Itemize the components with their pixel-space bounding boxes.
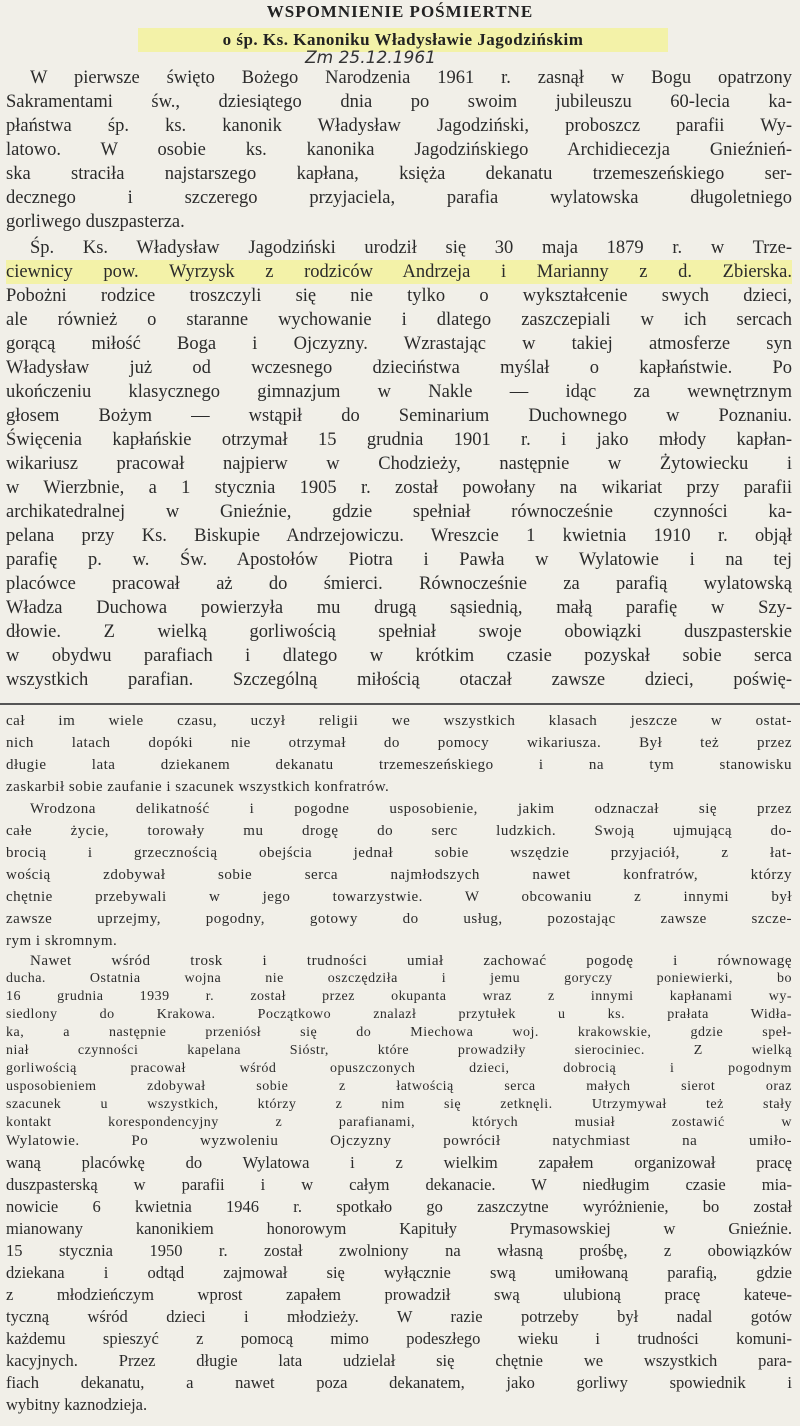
text-line: wością zdobywał sobie serca najmłodszych nawet konfratrów, którzy [6, 867, 792, 883]
text-line: Śp. Ks. Władysław Jagodziński urodził się 30 maja 1879 r. w Trze- [30, 238, 792, 258]
text-line: duszpasterską w parafii i w całym dekanacie. W niedługim czasie mia- [6, 1175, 792, 1194]
document-subtitle: o śp. Ks. Kanoniku Władysławie Jagodzińskim [138, 28, 668, 52]
text-line: głosem Bożym — wstąpił do Seminarium Duchownego w Poznaniu. [6, 406, 792, 426]
text-line: mianowany kanonikiem honorowym Kapituły Prymasowskiej w Gnieźnie. [6, 1219, 792, 1238]
text-line: wszystkich parafian. Szczególną miłością otaczał zawsze dzieci, poświę- [6, 670, 792, 690]
text-line: siedlony do Krakowa. Początkowo znalazł przytułek u ks. prałata Widła- [6, 1007, 792, 1022]
text-line: wikariusz pracował najpierw w Chodzieży, następnie w Żytowiecku i [6, 454, 792, 474]
text-line: z młodzieńczym wprost zapałem prowadził swą ulubioną pracę katече- [6, 1285, 792, 1304]
text-line: kontakt korespondencyjny z parafianami, których musiał zostawić w [6, 1115, 792, 1130]
text-line: kacyjnych. Przez długie lata udzielał się chętnie we wszystkich para- [6, 1351, 792, 1370]
text-line: gorliwością pracował wśród opuszczonych dzieci, dobrocią i pogodnym [6, 1061, 792, 1076]
text-line: W pierwsze święto Bożego Narodzenia 1961 r. zasnął w Bogu opatrzony [30, 68, 792, 88]
text-line: wybitny kaznodzieja. [6, 1395, 148, 1414]
text-line: Władza Duchowa powierzyła mu drugą sąsiednią, małą parafię w Szy- [6, 598, 792, 618]
text-line: Wrodzona delikatność i pogodne usposobienie, jakim odznaczał się przez [30, 801, 792, 817]
text-line: nowicie 6 kwietnia 1946 r. spotkało go zaszczytne wyróżnienie, bo został [6, 1197, 792, 1216]
text-line: pelana przy Ks. Biskupie Andrzejowiczu. Wreszcie 1 kwietnia 1910 r. objął [6, 526, 792, 546]
text-line: gorącą miłość Boga i Ojczyzny. Wzrastając w takiej atmosferze syn [6, 334, 792, 354]
text-line: fiach dekanatu, a nawet poza dekanatem, jako gorliwy spowiednik i [6, 1373, 792, 1392]
text-line: Wylatowie. Po wyzwoleniu Ojczyzny powrócił natychmiast na umiło- [6, 1133, 792, 1149]
text-line: rym i skromnym. [6, 933, 118, 949]
text-line: ska straciła najstarszego kapłana, księża dekanatu trzemeszeńskiego ser- [6, 164, 792, 184]
text-line: zaskarbił sobie zaufanie i szacunek wszystkich konfratrów. [6, 779, 390, 795]
text-line: Nawet wśród trosk i trudności umiał zachować pogodę i równowagę [30, 953, 792, 969]
text-line: dziekana i odtąd zajmował się wyłącznie swą umiłowaną parafią, gdzie [6, 1263, 792, 1282]
text-line: ukończeniu klasycznego gimnazjum w Nakle — idąc za wewnętrznym [6, 382, 792, 402]
text-line: ducha. Ostatnia wojna nie oszczędziła i jemu goryczy poniewierki, bo [6, 971, 792, 986]
text-line: szacunek u wszystkich, którzy z nim się zetknęli. Utrzymywał też stały [6, 1097, 792, 1112]
handwritten-date: Zm 25.12.1961 [305, 48, 436, 68]
text-line: ciewnicy pow. Wyrzysk z rodziców Andrzeja i Marianny z d. Zbierska. [6, 262, 792, 282]
text-line: waną placówkę do Wylatowa i z wielkim zapałem organizował pracę [6, 1153, 792, 1172]
clipping-divider [0, 703, 800, 705]
text-line: Sakramentami św., dziesiątego dnia po swoim jubileuszu 60-lecia ka- [6, 92, 792, 112]
text-line: gorliwego duszpasterza. [6, 212, 185, 232]
text-line: 16 grudnia 1939 r. został przez okupanta wraz z innymi kapłanami wy- [6, 989, 792, 1004]
text-line: nich latach dopóki nie otrzymał do pomocy wikariusza. Był też przez [6, 735, 792, 751]
text-line: latowo. W osobie ks. kanonika Jagodzińskiego Archidiecezja Gnieźnień- [6, 140, 792, 160]
text-line: całe życie, torowały mu drogę do serc ludzkich. Swoją ujmującą do- [6, 823, 792, 839]
text-line: brocią i grzecznością obejścia jednał sobie wszędzie przyjaciół, z łat- [6, 845, 792, 861]
text-line: placówce pracował aż do śmierci. Równocześnie za parafią wylatowską [6, 574, 792, 594]
text-line: chętnie przebywali w jego towarzystwie. W obcowaniu z innymi był [6, 889, 792, 905]
text-line: w obydwu parafiach i dlatego w krótkim czasie pozyskał sobie serca [6, 646, 792, 666]
text-line: ka, a następnie przeniósł się do Miechowa woj. krakowskie, gdzie speł- [6, 1025, 792, 1040]
text-line: decznego i szczerego przyjaciela, parafia wylatowska długoletniego [6, 188, 792, 208]
text-line: ale również o staranne wychowanie i dlatego zaszczepiali w ich sercach [6, 310, 792, 330]
text-line: Pobożni rodzice troszczyli się nie tylko o wykształcenie swych dzieci, [6, 286, 792, 306]
text-line: każdemu spieszyć z pomocą mimo podeszłego wieku i trudności komuni- [6, 1329, 792, 1348]
text-line: niał czynności kapelana Sióstr, które prowadziły sierociniec. Z wielką [6, 1043, 792, 1058]
text-line: parafię p. w. Św. Apostołów Piotra i Pawła w Wylatowie i na tej [6, 550, 792, 570]
text-line: Władysław już od wczesnego dzieciństwa myślał o kapłaństwie. Po [6, 358, 792, 378]
text-line: Święcenia kapłańskie otrzymał 15 grudnia 1901 r. i jako młody kapłan- [6, 430, 792, 450]
text-line: cał im wiele czasu, uczył religii we wszystkich klasach jeszcze w ostat- [6, 713, 792, 729]
text-line: usposobieniem zdobywał sobie z łatwością serca małych sierot oraz [6, 1079, 792, 1094]
text-line: płaństwa śp. ks. kanonik Władysław Jagodziński, proboszcz parafii Wy- [6, 116, 792, 136]
document-title: WSPOMNIENIE POŚMIERTNE [266, 2, 534, 21]
text-line: zawsze uprzejmy, pogodny, gotowy do usług, pozostając zawsze szcze- [6, 911, 792, 927]
text-line: 15 stycznia 1950 r. został zwolniony na własną prośbę, z obowiązków [6, 1241, 792, 1260]
text-line: dłowie. Z wielką gorliwością spełniał swoje obowiązki duszpasterskie [6, 622, 792, 642]
text-line: tyczną wśród dzieci i młodzieży. W razie potrzeby był nadal gotów [6, 1307, 792, 1326]
text-line: długie lata dziekanem dekanatu trzemeszeńskiego i na tym stanowisku [6, 757, 792, 773]
text-line: archikatedralnej w Gnieźnie, gdzie spełniał równocześnie czynności ka- [6, 502, 792, 522]
text-line: w Wierzbnie, a 1 stycznia 1905 r. został powołany na wikariat przy parafii [6, 478, 792, 498]
